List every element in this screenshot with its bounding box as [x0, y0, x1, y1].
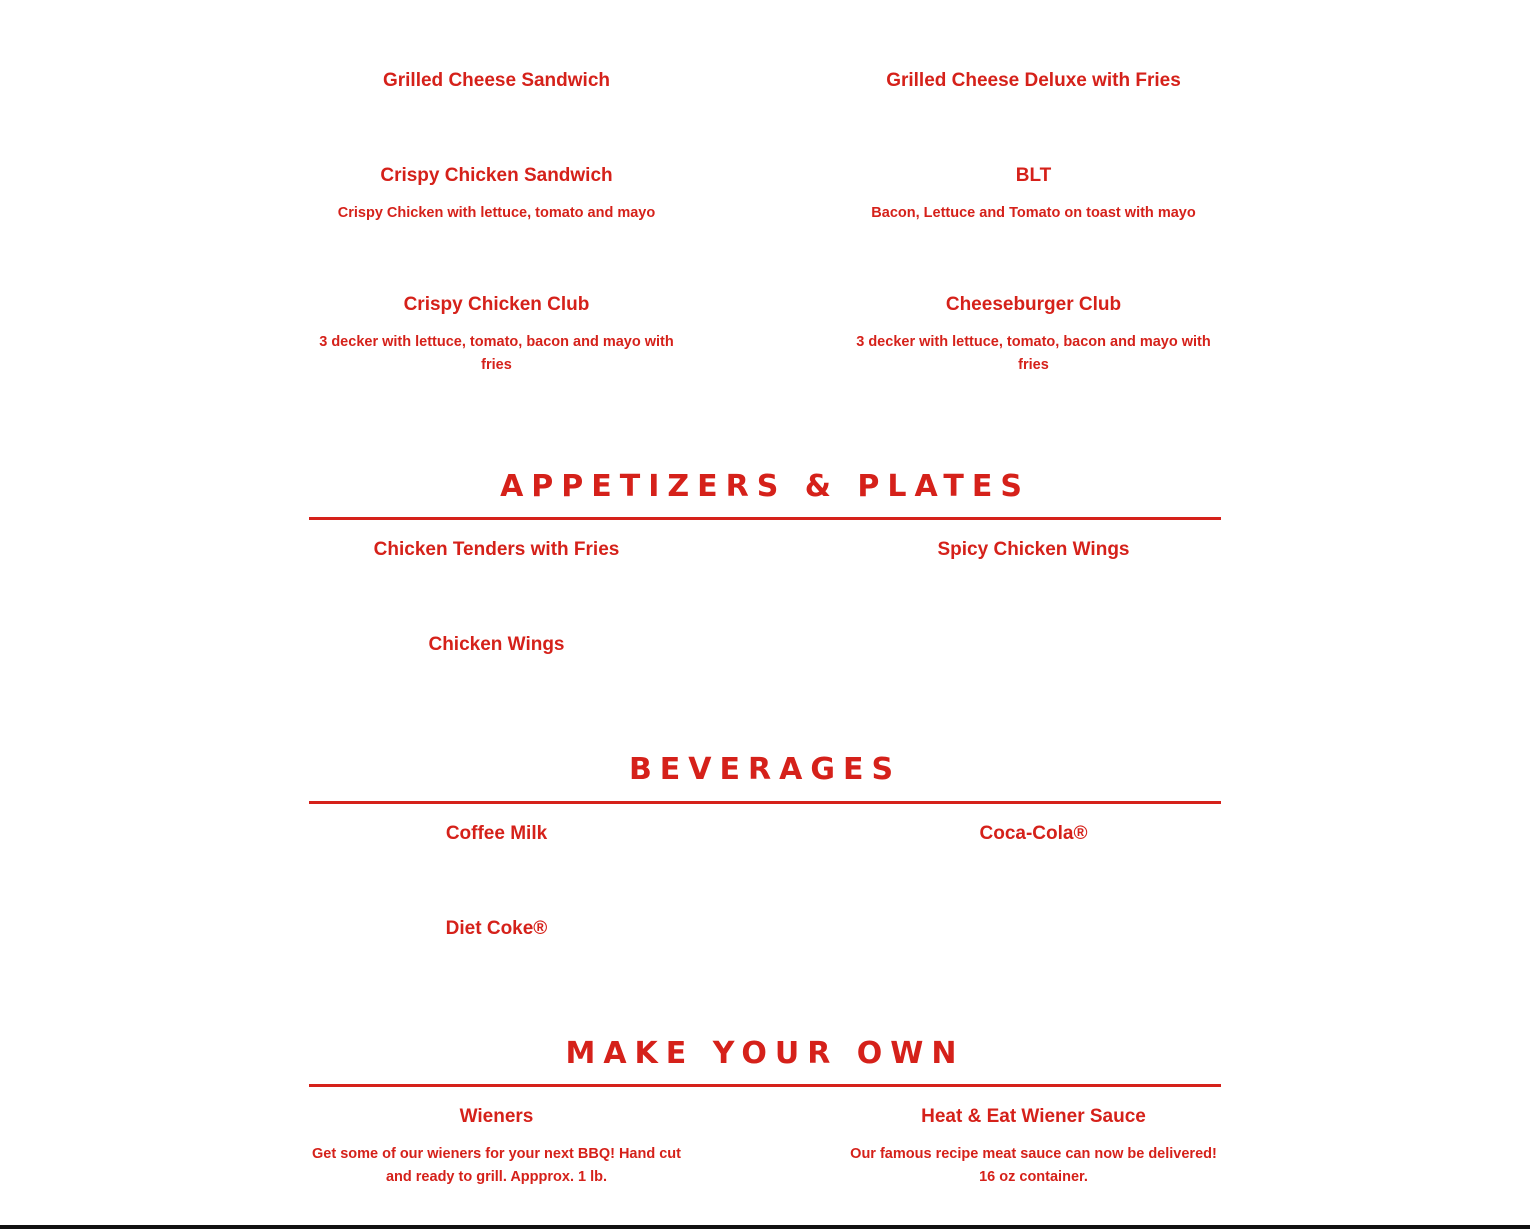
menu-item-name: Grilled Cheese Sandwich — [382, 70, 611, 91]
menu-item-name: Grilled Cheese Deluxe with Fries — [886, 70, 1181, 91]
section-divider — [309, 1084, 1221, 1087]
menu-item[interactable] — [846, 538, 1221, 562]
menu-item-description: 3 decker with lettuce, tomato, bacon and mayo with fries — [319, 334, 674, 373]
menu-item[interactable] — [309, 822, 684, 846]
menu-item-description: Get some of our wieners for your next BBQ! Hand cut and ready to grill. Appprox. 1 lb. — [312, 1146, 681, 1185]
menu-item[interactable] — [846, 822, 1221, 846]
menu-item[interactable] — [846, 164, 1221, 225]
menu-item-name: Chicken Wings — [428, 634, 565, 655]
menu-item-name: Heat & Eat Wiener Sauce — [921, 1106, 1146, 1127]
section-title-beverages: BEVERAGES — [628, 752, 902, 787]
menu-item-name: Coffee Milk — [445, 823, 548, 844]
menu-item-name: BLT — [1015, 165, 1052, 186]
menu-item-name: Wieners — [459, 1106, 534, 1127]
menu-item[interactable] — [309, 69, 684, 93]
section-title-appetizers: APPETIZERS & PLATES — [500, 469, 1030, 504]
menu-item-name: Coca-Cola® — [979, 823, 1088, 844]
menu-item[interactable] — [309, 164, 684, 225]
menu-item[interactable] — [309, 1105, 684, 1188]
section-divider — [309, 517, 1221, 520]
menu-item[interactable] — [309, 538, 684, 562]
menu-item[interactable] — [846, 293, 1221, 376]
menu-item[interactable] — [309, 917, 684, 941]
menu-item-description: Bacon, Lettuce and Tomato on toast with mayo — [871, 205, 1196, 221]
menu-item-name: Crispy Chicken Sandwich — [380, 165, 613, 186]
menu-item[interactable] — [846, 69, 1221, 93]
section-divider — [309, 801, 1221, 804]
menu-item-description: Our famous recipe meat sauce can now be delivered! 16 oz container. — [850, 1146, 1217, 1185]
footer-bar — [0, 1225, 1530, 1229]
menu-item[interactable] — [846, 1105, 1221, 1188]
menu-item-name: Diet Coke® — [445, 918, 548, 939]
menu-item[interactable] — [309, 633, 684, 657]
menu-item-name: Chicken Tenders with Fries — [373, 539, 620, 560]
menu-item-name: Cheeseburger Club — [945, 294, 1122, 315]
menu-item[interactable] — [309, 293, 684, 376]
menu-item-name: Spicy Chicken Wings — [937, 539, 1130, 560]
section-title-make-your-own: MAKE YOUR OWN — [565, 1036, 965, 1071]
menu-item-description: Crispy Chicken with lettuce, tomato and mayo — [337, 205, 656, 221]
menu-item-name: Crispy Chicken Club — [403, 294, 590, 315]
menu-item-description: 3 decker with lettuce, tomato, bacon and mayo with fries — [856, 334, 1211, 373]
